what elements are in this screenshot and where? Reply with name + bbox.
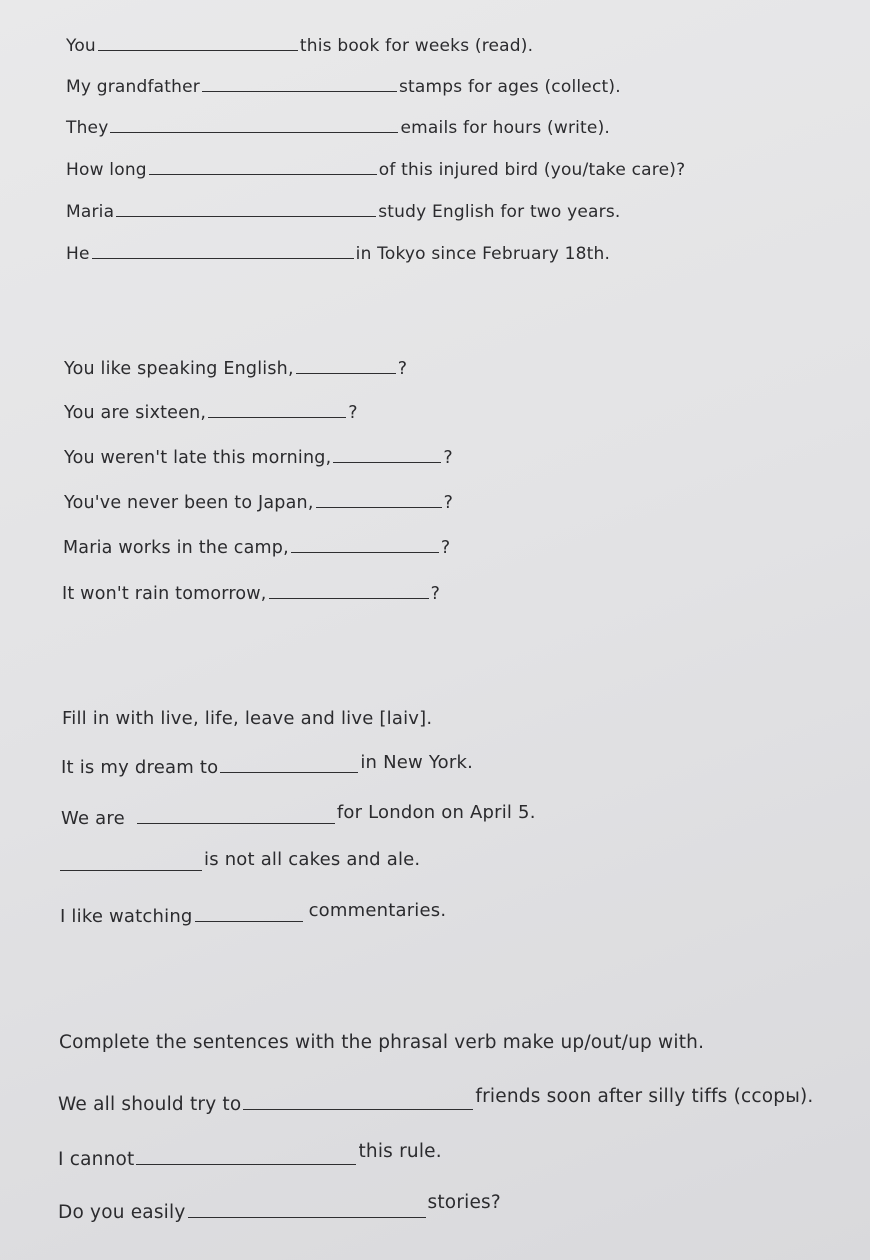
answer-blank[interactable] — [137, 809, 335, 824]
exercise1-item-4 — [66, 160, 685, 180]
sentence-end: commentaries. — [308, 900, 447, 921]
sentence-start: It won't rain tomorrow, — [62, 584, 267, 604]
sentence-start: You are sixteen, — [64, 403, 207, 423]
sentence-start: We are — [61, 808, 125, 829]
sentence-start: We all should try to — [58, 1094, 242, 1115]
sentence-start: You — [66, 36, 96, 56]
sentence-start: You've never been to Japan, — [64, 493, 314, 513]
sentence-end: for London on April 5. — [336, 802, 536, 823]
answer-blank[interactable] — [269, 584, 429, 599]
sentence-end: this book for weeks (read). — [299, 36, 534, 56]
sentence-end: study English for two years. — [378, 202, 621, 222]
sentence-start: You weren't late this morning, — [64, 448, 332, 468]
exercise1-item-1 — [66, 36, 533, 56]
instruction-text: Complete the sentences with the phrasal verb make up/out/up with. — [59, 1032, 705, 1053]
answer-blank[interactable] — [202, 77, 397, 92]
question-mark: ? — [443, 493, 454, 513]
exercise2-item-4 — [64, 493, 453, 513]
answer-blank[interactable] — [220, 758, 358, 773]
exercise2-item-5 — [63, 538, 450, 558]
question-mark: ? — [443, 448, 453, 468]
sentence-end: in New York. — [360, 752, 474, 773]
answer-blank[interactable] — [136, 1150, 356, 1165]
answer-blank[interactable] — [316, 493, 442, 508]
sentence-start: He — [66, 244, 90, 264]
exercise2-item-2 — [64, 403, 358, 423]
sentence-start: It is my dream to — [61, 757, 219, 778]
answer-blank[interactable] — [92, 244, 354, 259]
sentence-end: in Tokyo since February 18th. — [355, 244, 611, 264]
exercise4-item-2 — [58, 1141, 442, 1170]
exercise1-item-6 — [66, 244, 610, 264]
sentence-start: Maria — [66, 202, 115, 222]
exercise4-item-3 — [58, 1192, 501, 1223]
sentence-start: I cannot — [58, 1149, 135, 1170]
exercise2-item-1 — [64, 359, 407, 379]
answer-blank[interactable] — [98, 36, 298, 51]
sentence-start: How long — [66, 160, 147, 180]
answer-blank[interactable] — [291, 538, 439, 553]
exercise3-item-2 — [61, 802, 536, 829]
exercise4-item-1 — [58, 1086, 814, 1115]
sentence-start: I like watching — [60, 906, 193, 927]
answer-blank[interactable] — [243, 1095, 473, 1110]
sentence-start: My grandfather — [66, 77, 200, 97]
sentence-start: Maria works in the camp, — [63, 538, 289, 558]
answer-blank[interactable] — [149, 160, 377, 175]
sentence-end: emails for hours (write). — [400, 118, 611, 138]
question-mark: ? — [440, 538, 451, 558]
answer-blank[interactable] — [60, 856, 202, 871]
question-mark: ? — [348, 403, 358, 423]
sentence-start: They — [66, 118, 109, 138]
instruction-text: Fill in with live, life, leave and live [laiv]. — [62, 708, 433, 729]
exercise1-item-2 — [66, 77, 621, 97]
answer-blank[interactable] — [116, 202, 376, 217]
exercise1-item-5 — [66, 202, 621, 222]
sentence-end: this rule. — [358, 1141, 442, 1162]
answer-blank[interactable] — [333, 448, 441, 463]
exercise2-item-6 — [62, 584, 440, 604]
sentence-end: friends soon after silly tiffs (ссоры). — [475, 1086, 814, 1107]
exercise3-item-1 — [61, 752, 474, 778]
answer-blank[interactable] — [296, 359, 396, 374]
sentence-end: of this injured bird (you/take care)? — [378, 160, 686, 180]
sentence-end: stamps for ages (collect). — [399, 77, 621, 97]
sentence-end: is not all cakes and ale. — [204, 849, 421, 870]
answer-blank[interactable] — [195, 907, 303, 922]
answer-blank[interactable] — [208, 403, 346, 418]
exercise3-item-3 — [60, 849, 421, 876]
answer-blank[interactable] — [188, 1203, 426, 1218]
exercise1-item-3 — [66, 118, 610, 138]
question-mark: ? — [397, 359, 408, 379]
sentence-start: Do you easily — [58, 1202, 186, 1223]
sentence-start: You like speaking English, — [64, 359, 294, 379]
exercise3-heading — [62, 708, 432, 729]
exercise2-item-3 — [64, 448, 453, 468]
exercise4-heading — [59, 1032, 704, 1053]
answer-blank[interactable] — [110, 118, 398, 133]
exercise3-item-4 — [60, 900, 447, 927]
sentence-end: stories? — [427, 1192, 501, 1213]
question-mark: ? — [430, 584, 441, 604]
